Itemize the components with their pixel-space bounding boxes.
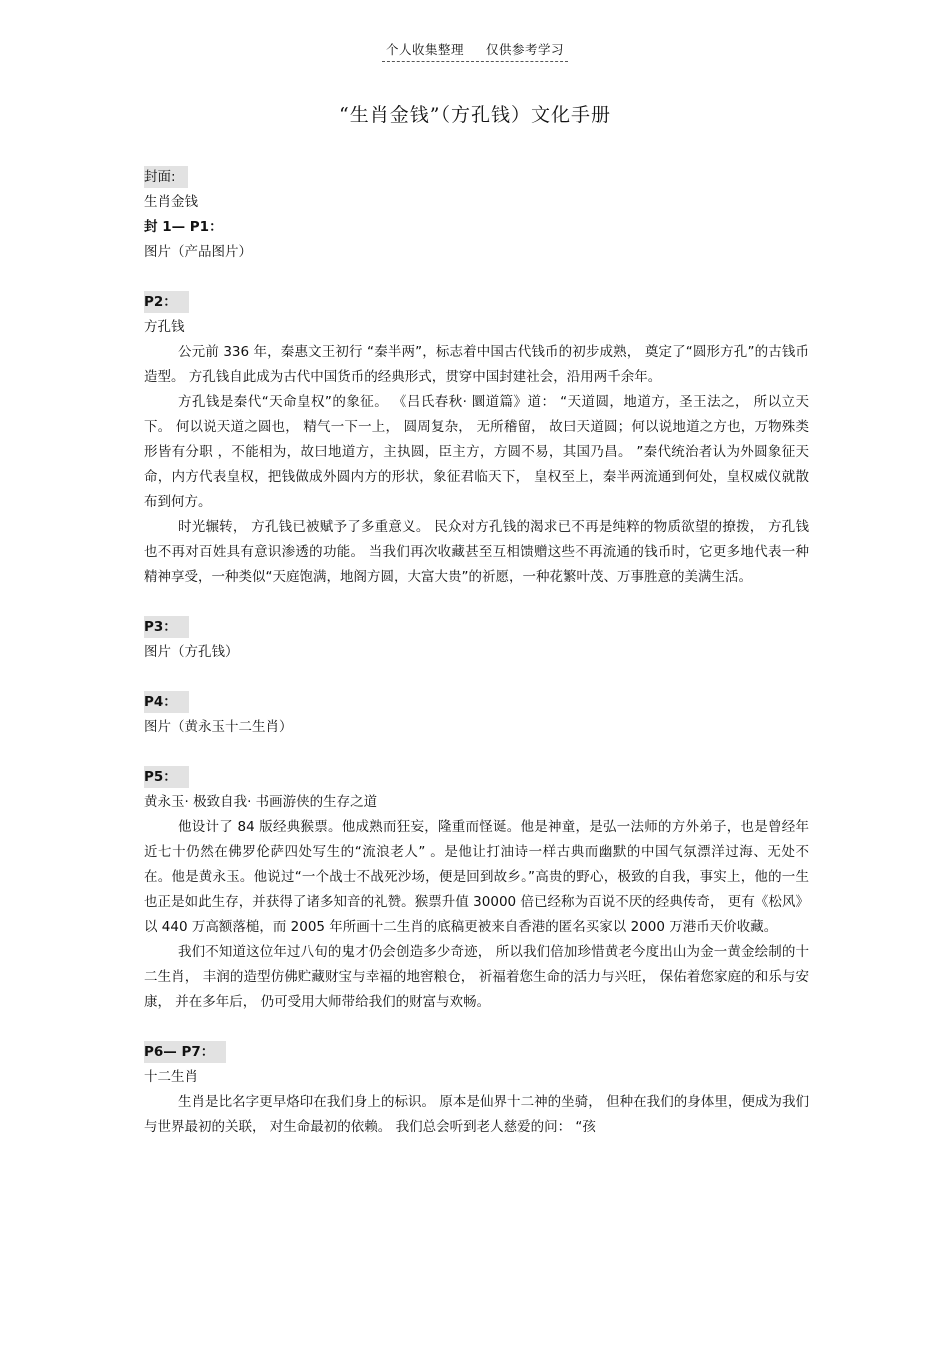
p6-heading: 十二生肖 [144,1069,198,1085]
section-p3 [144,615,809,665]
p6-paragraph: 生肖是比名字更早烙印在我们身上的标识。 原本是仙界十二神的坐骑， 但种在我们的身体里，便成为我们与世界最初的关联， 对生命最初的依赖。 我们总会听到老人慈爱的问： “孩 [144,1094,809,1135]
header-left-text: 个人收集整理 [385,42,464,57]
p5-heading: 黄永玉· 极致自我· 书画游侠的生存之道 [144,794,378,810]
page-header [0,40,950,62]
p2-paragraph: 时光辗转， 方孔钱已被赋予了多重意义。 民众对方孔钱的渴求已不再是纯粹的物质欲望的撩拨， 方孔钱也不再对百姓具有意识渗透的功能。 当我们再次收藏甚至互相馈赠这些不再流通的钱币时，它更多地代表一种精神享受，一种类似“天庭饱满，地阁方圆，大富大贵”的祈愿，一种花繁叶茂、万事胜意的美满生活。 [144,519,809,585]
p3-image-note: 图片（方孔钱） [144,644,239,660]
section-label-p6-p7: P6— P7： [144,1041,226,1063]
p2-paragraph: 方孔钱是秦代“天命皇权”的象征。 《吕氏春秋· 圜道篇》道： “天道圆，地道方，圣王法之， 所以立天下。 何以说天道之圆也， 精气一下一上， 圆周复杂， 无所稽留， 故曰天道圆；何以说地道之方也，万物殊类形皆有分职 ，不能相为，故曰地道方，主执圆，臣主方，方圆不易，其国乃昌。 ”秦代统治者认为外圆象征天命，内方代表皇权，把钱做成外圆内方的形状，象征君临天下， 皇权至上，秦半两流通到何处，皇权威仪就散布到何方。 [144,394,809,510]
section-label-p2: P2： [144,291,189,313]
section-p5 [144,765,809,1015]
cover-subtitle: 生肖金钱 [144,194,198,210]
section-p4 [144,690,809,740]
p5-paragraph: 他设计了 84 版经典猴票。他成熟而狂妄，隆重而怪诞。他是神童，是弘一法师的方外弟子，也是曾经年近七十仍然在佛罗伦萨四处写生的“流浪老人” 。是他让打油诗一样古典而幽默的中国气氛漂洋过海、无处不在。他是黄永玉。他说过“一个战士不战死沙场，便是回到故乡。”高贵的野心，极致的自我，事实上，他的一生也正是如此生存，并获得了诸多知音的礼赞。猴票升值 30000 倍已经称为百说不厌的经典传奇， 更有《松风》 以 440 万高额落槌，而 2005 年所画十二生肖的底稿更被来自香港的匿名买家以 2000 万港币天价收藏。 [144,819,809,935]
p4-image-note: 图片（黄永玉十二生肖） [144,719,293,735]
p2-paragraph: 公元前 336 年，秦惠文王初行 “秦半两”，标志着中国古代钱币的初步成熟， 奠定了“圆形方孔”的古钱币造型。 方孔钱自此成为古代中国货币的经典形式，贯穿中国封建社会，沿用两千余年。 [144,344,809,385]
header-right-text: 仅供参考学习 [486,42,565,57]
p2-heading: 方孔钱 [144,319,185,335]
document-title: “生肖金钱”（方孔钱）文化手册 [339,104,611,126]
cover-p1-image-note: 图片（产品图片） [144,244,252,260]
section-p2 [144,290,809,590]
section-p6-p7 [144,1040,809,1140]
header-note [382,40,568,62]
section-label-p5: P5： [144,766,189,788]
section-label-p3: P3： [144,616,189,638]
section-cover [144,165,809,265]
cover-p1-label: 封 1— P1： [144,219,223,235]
document-body [144,165,809,1140]
p5-paragraph: 我们不知道这位年过八旬的鬼才仍会创造多少奇迹， 所以我们倍加珍惜黄老今度出山为金一黄金绘制的十二生肖， 丰润的造型仿佛贮藏财宝与幸福的地窖粮仓， 祈福着您生命的活力与兴旺， 保佑着您家庭的和乐与安康， 并在多年后， 仍可受用大师带给我们的财富与欢畅。 [144,944,809,1010]
section-label-p4: P4： [144,691,189,713]
section-label-cover: 封面: [144,166,188,188]
